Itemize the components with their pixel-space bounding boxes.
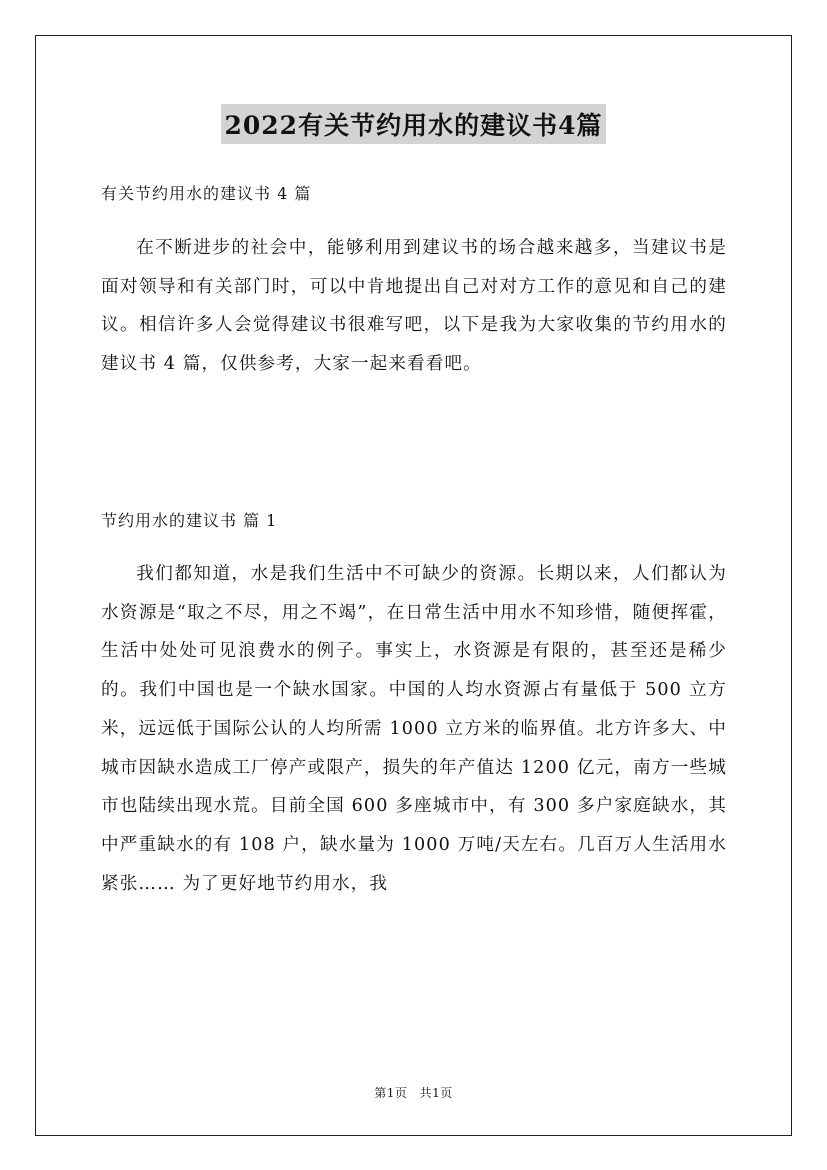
page-number: 第1页: [374, 1086, 408, 1100]
section-paragraph: 我们都知道，水是我们生活中不可缺少的资源。长期以来，人们都认为水资源是“取之不尽，用之不竭”，在日常生活中用水不知珍惜，随便挥霍，生活中处处可见浪费水的例子。事实上，水资源是有限的，甚至还是稀少的。我们中国也是一个缺水国家。中国的人均水资源占有量低于 500 立方米，远远低于国际公认的人均所需 1000 立方米的临界值。北方许多大、中城市因缺水造成工厂停产或限产，损失的年产值达 1200 亿元，南方一些城市也陆续出现水荒。目前全国 600 多座城市中，有 300 多户家庭缺水，其中严重缺水的有 108 户，缺水量为 1000 万吨/天左右。几百万人生活用水紧张…… 为了更好地节约用水，我: [101, 564, 727, 894]
document-subtitle: 有关节约用水的建议书 4 篇: [101, 184, 312, 203]
section-heading: 节约用水的建议书 篇 1: [101, 511, 278, 530]
title-container: [0, 104, 827, 144]
intro-paragraph: 在不断进步的社会中，能够利用到建议书的场合越来越多，当建议书是面对领导和有关部门时，可以中肯地提出自己对对方工作的意见和自己的建议。相信许多人会觉得建议书很难写吧，以下是我为大家收集的节约用水的建议书 4 篇，仅供参考，大家一起来看看吧。: [101, 238, 727, 375]
page-total: 共1页: [419, 1086, 453, 1100]
page-footer: [0, 1084, 827, 1101]
document-title: 2022有关节约用水的建议书4篇: [221, 104, 607, 144]
